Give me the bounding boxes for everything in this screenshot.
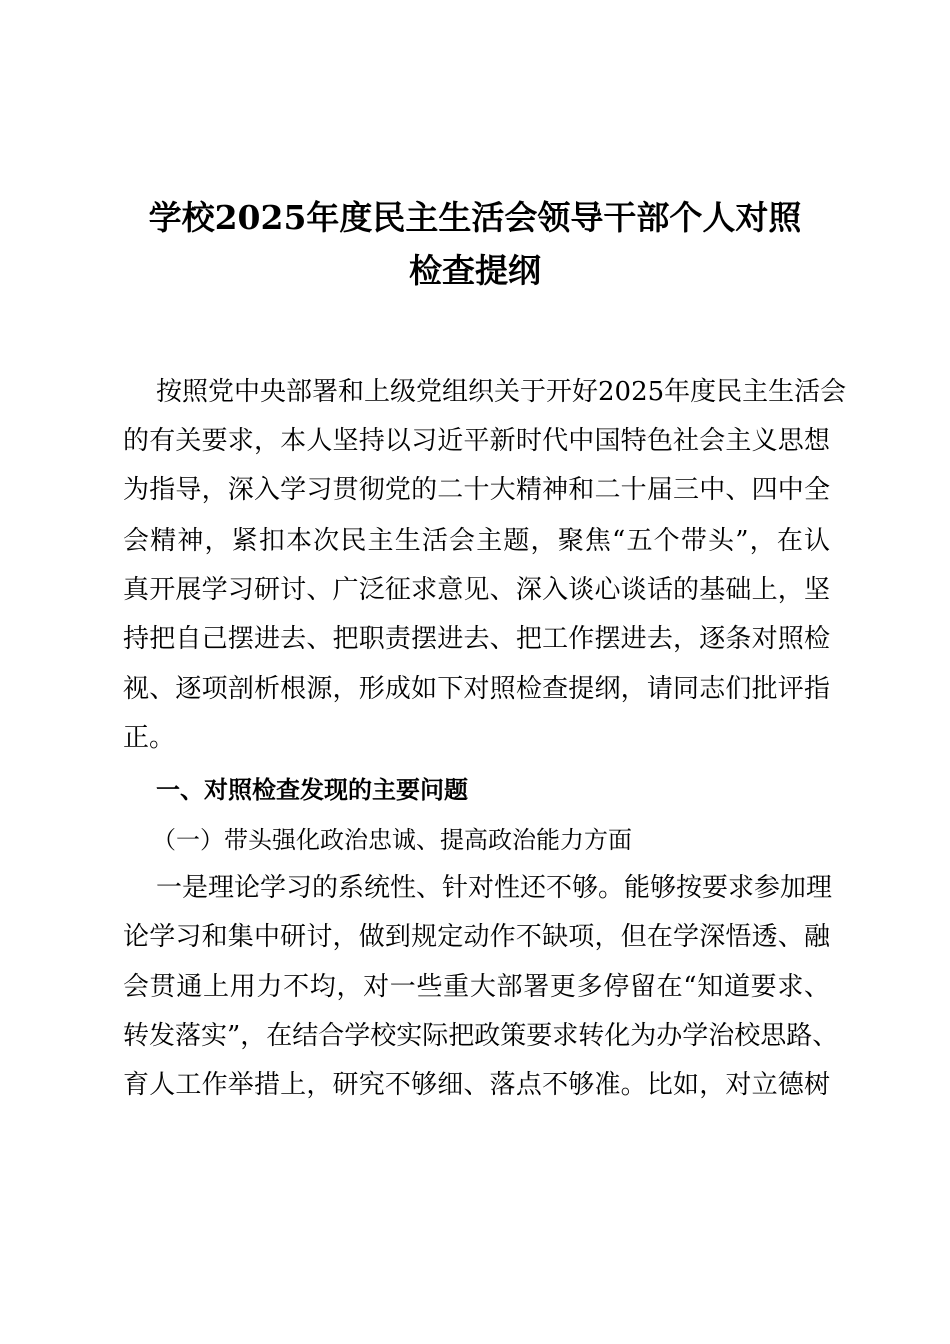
body-paragraph-line: 育人工作举措上，研究不够细、落点不够准。比如，对立德树: [123, 1070, 830, 1100]
intro-paragraph-line: 正。: [123, 723, 176, 753]
subsection-heading: （一）带头强化政治忠诚、提高政治能力方面: [152, 826, 632, 854]
body-paragraph-line: 转发落实”，在结合学校实际把政策要求转化为办学治校思路、: [123, 1021, 839, 1051]
section-heading: 一、对照检查发现的主要问题: [156, 776, 468, 804]
intro-paragraph-line: 视、逐项剖析根源，形成如下对照检查提纲，请同志们批评指: [123, 674, 830, 704]
intro-paragraph-line: 会精神，紧扣本次民主生活会主题，聚焦“五个带头”，在认: [123, 526, 830, 556]
intro-paragraph-line: 真开展学习研讨、广泛征求意见、深入谈心谈话的基础上，坚: [123, 575, 830, 605]
document-title-line-2: 检查提纲: [409, 251, 541, 290]
body-paragraph-line: 一是理论学习的系统性、针对性还不够。能够按要求参加理: [156, 873, 833, 903]
body-paragraph-line: 论学习和集中研讨，做到规定动作不缺项，但在学深悟透、融: [123, 922, 830, 952]
intro-paragraph-line: 的有关要求，本人坚持以习近平新时代中国特色社会主义思想: [123, 426, 830, 456]
intro-paragraph-line: 持把自己摆进去、把职责摆进去、把工作摆进去，逐条对照检: [123, 624, 830, 654]
intro-paragraph-line: 按照党中央部署和上级党组织关于开好2025年度民主生活会: [156, 377, 847, 407]
body-paragraph-line: 会贯通上用力不均，对一些重大部署更多停留在“知道要求、: [123, 972, 830, 1002]
document-title-line-1: 学校2025年度民主生活会领导干部个人对照: [148, 198, 802, 237]
intro-paragraph-line: 为指导，深入学习贯彻党的二十大精神和二十届三中、四中全: [123, 475, 830, 505]
